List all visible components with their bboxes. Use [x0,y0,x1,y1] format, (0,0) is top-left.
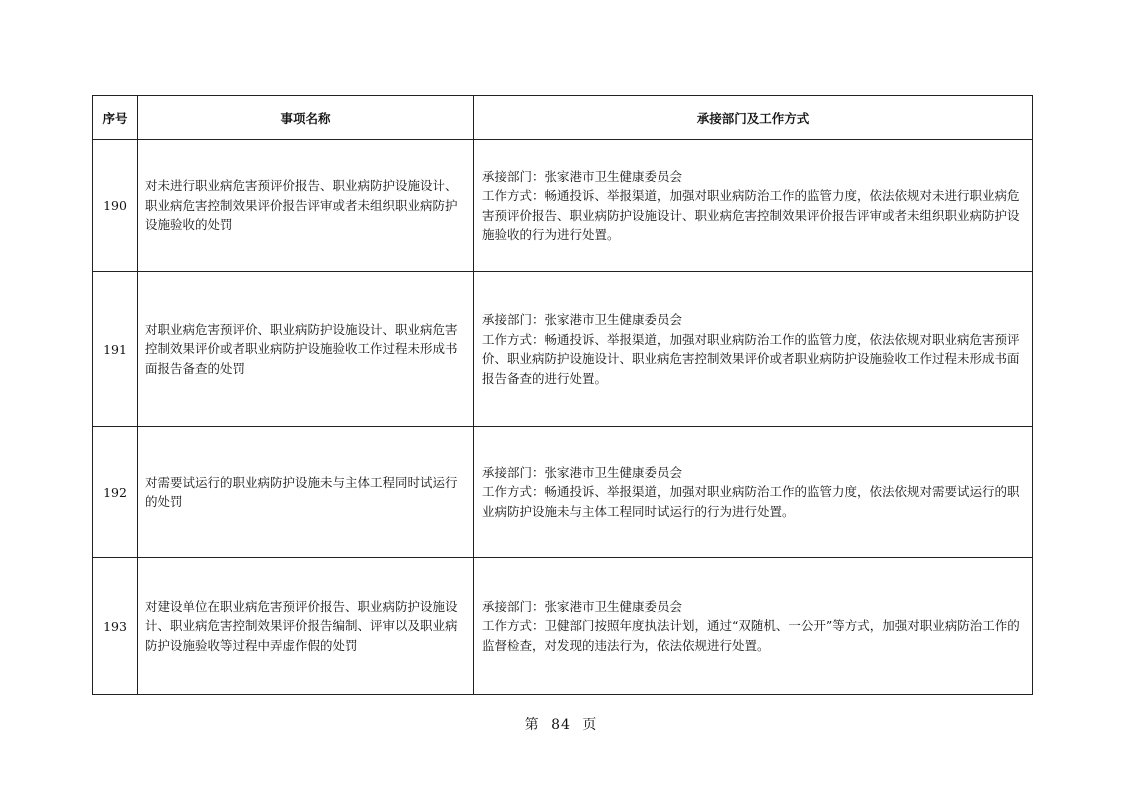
row-work-method: 工作方式：卫健部门按照年度执法计划，通过“双随机、一公开”等方式，加强对职业病防治工作的监督检查，对发现的违法行为，依法依规进行处置。 [482,618,1020,653]
table-row [93,140,1033,272]
header-serial-number: 序号 [93,96,138,140]
items-table [92,95,1033,695]
row-department: 承接部门：张家港市卫生健康委员会 [482,168,683,184]
row-department: 承接部门：张家港市卫生健康委员会 [482,464,683,480]
row-work-method: 工作方式：畅通投诉、举报渠道，加强对职业病防治工作的监管力度，依法依规对需要试运行的职业病防护设施未与主体工程同时试运行的行为进行处置。 [482,484,1020,519]
table-header-row [93,96,1033,140]
row-department: 承接部门：张家港市卫生健康委员会 [482,598,683,614]
row-department-method [474,140,1033,272]
table-row [93,427,1033,558]
page-number: 84 [551,717,571,733]
row-serial-number: 191 [93,272,138,427]
page-number-suffix: 页 [582,717,598,733]
page-number-prefix: 第 [524,717,540,733]
row-work-method: 工作方式：畅通投诉、举报渠道，加强对职业病防治工作的监管力度，依法依规对职业病危害预评价、职业病防护设施设计、职业病危害控制效果评价或者职业病防护设施验收工作过程未形成书面报告备查的进行处置。 [482,331,1020,386]
header-department-method: 承接部门及工作方式 [474,96,1033,140]
row-serial-number: 190 [93,140,138,272]
row-item-name: 对需要试运行的职业病防护设施未与主体工程同时试运行的处罚 [138,427,474,558]
row-department: 承接部门：张家港市卫生健康委员会 [482,312,683,327]
table-row [93,558,1033,695]
row-serial-number: 193 [93,558,138,695]
row-department-method [474,427,1033,558]
row-department-method [474,558,1033,695]
row-item-name: 对职业病危害预评价、职业病防护设施设计、职业病危害控制效果评价或者职业病防护设施验收工作过程未形成书面报告备查的处罚 [138,272,474,427]
row-item-name: 对未进行职业病危害预评价报告、职业病防护设施设计、职业病危害控制效果评价报告评审或者未组织职业病防护设施验收的处罚 [138,140,474,272]
header-item-name: 事项名称 [138,96,474,140]
row-work-method: 工作方式：畅通投诉、举报渠道，加强对职业病防治工作的监管力度，依法依规对未进行职业病危害预评价报告、职业病防护设施设计、职业病危害控制效果评价报告评审或者未组织职业病防护设施验收的行为进行处置。 [482,188,1020,242]
page-number-footer [0,714,1122,734]
row-serial-number: 192 [93,427,138,558]
row-department-method [474,272,1033,427]
row-item-name: 对建设单位在职业病危害预评价报告、职业病防护设施设计、职业病危害控制效果评价报告编制、评审以及职业病防护设施验收等过程中弄虚作假的处罚 [138,558,474,695]
table-row [93,272,1033,427]
